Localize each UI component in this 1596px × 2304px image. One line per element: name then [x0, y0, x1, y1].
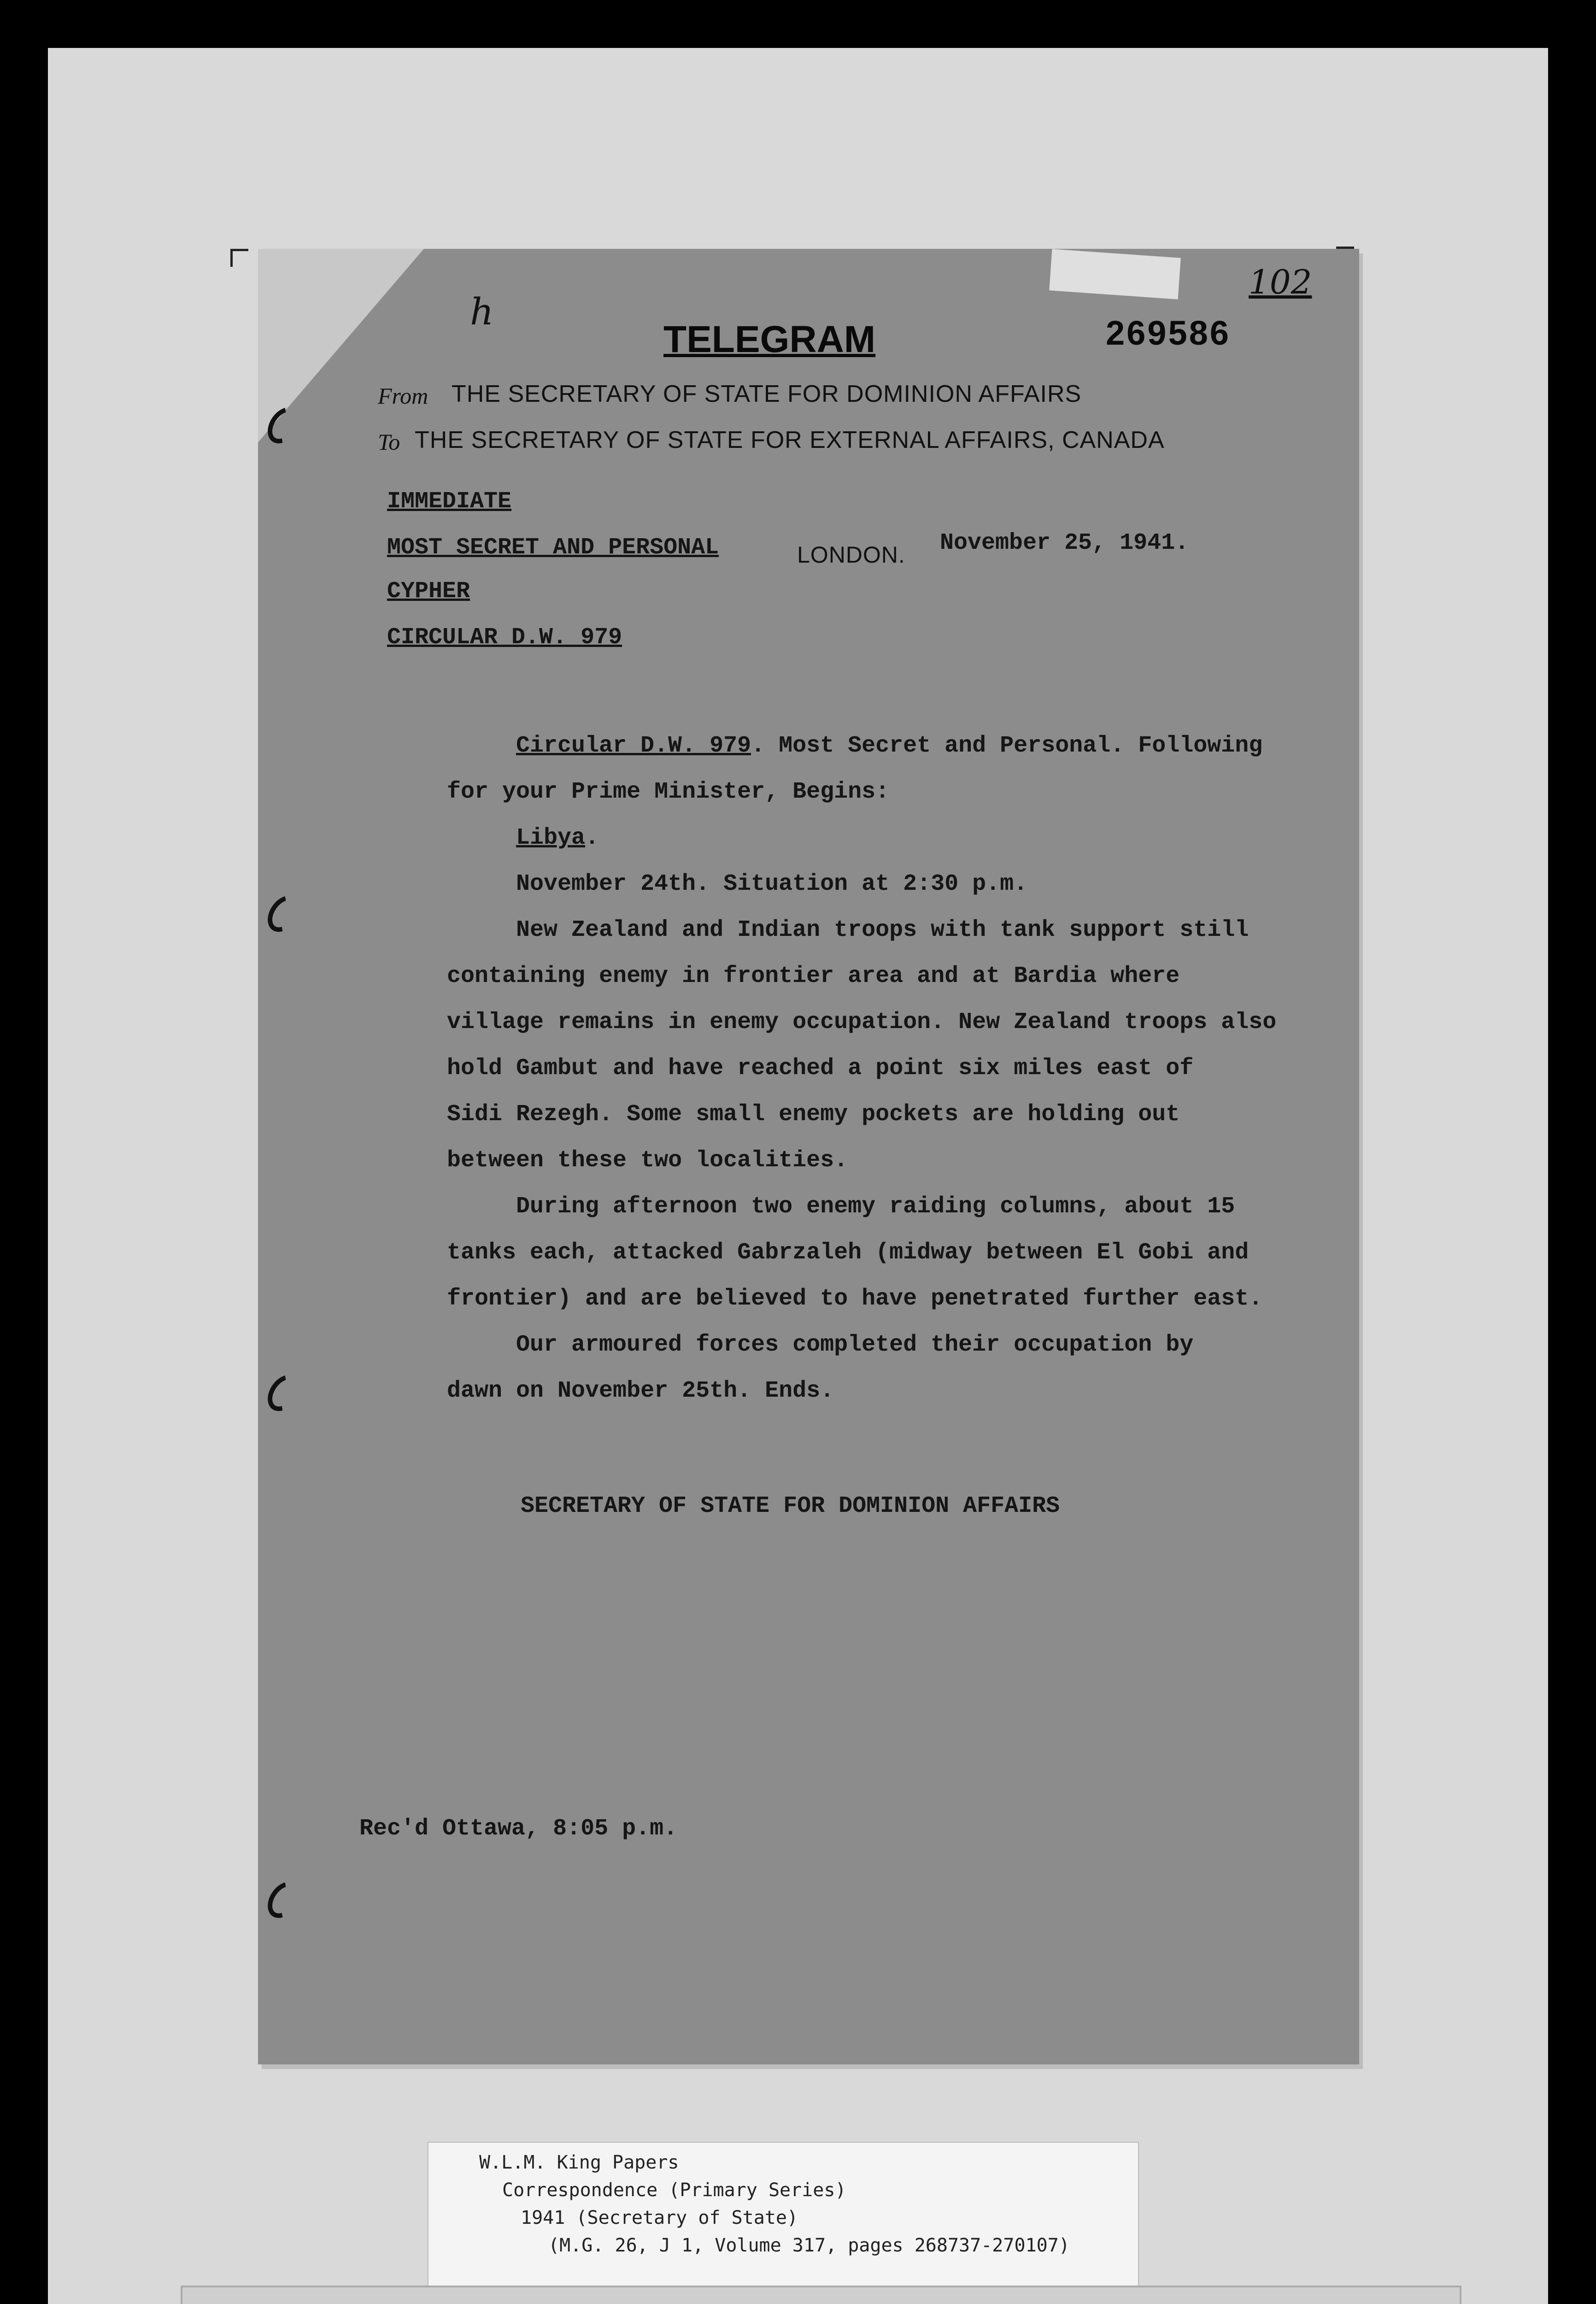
handwritten-page-number: 102: [1249, 263, 1312, 301]
telegram-number: 269586: [1106, 314, 1231, 352]
body-text: .: [585, 825, 599, 851]
body-line: dawn on November 25th. Ends.: [447, 1378, 834, 1404]
body-line: Sidi Rezegh. Some small enemy pockets are holding out: [447, 1101, 1180, 1128]
section-heading-libya: Libya: [516, 825, 586, 851]
received-stamp: Rec'd Ottawa, 8:05 p.m.: [359, 1816, 678, 1842]
body-line: frontier) and are believed to have penetrated further east.: [447, 1286, 1263, 1312]
handwritten-initial: h: [470, 290, 494, 333]
body-line: containing enemy in frontier area and at Bardia where: [447, 963, 1180, 989]
label-line-volume: (M.G. 26, J 1, Volume 317, pages 268737-270107): [548, 2235, 1070, 2256]
classification-immediate: IMMEDIATE: [387, 488, 512, 515]
punch-hole: [261, 1876, 306, 1924]
body-line: [516, 825, 599, 851]
archive-reference-label: [428, 2143, 1138, 2295]
body-line: [516, 733, 1262, 759]
label-line-series: Correspondence (Primary Series): [502, 2180, 846, 2201]
tape-strip: [1049, 249, 1181, 299]
body-line: village remains in enemy occupation. New Zealand troops also: [447, 1009, 1277, 1035]
signature: SECRETARY OF STATE FOR DOMINION AFFAIRS: [521, 1493, 1060, 1519]
from-label: From: [378, 383, 428, 409]
body-line: for your Prime Minister, Begins:: [447, 779, 890, 805]
to-label: To: [378, 429, 400, 455]
body-line: tanks each, attacked Gabrzaleh (midway between El Gobi and: [447, 1240, 1249, 1266]
telegram-title: TELEGRAM: [663, 318, 876, 360]
classification-cypher: CYPHER: [387, 578, 470, 605]
public-archives-banner: [181, 2286, 1461, 2304]
body-line: New Zealand and Indian troops with tank support still: [516, 917, 1249, 943]
punch-hole: [261, 890, 306, 938]
body-line: November 24th. Situation at 2:30 p.m.: [516, 871, 1028, 897]
body-line: During afternoon two enemy raiding columns, about 15: [516, 1193, 1235, 1220]
body-line: Our armoured forces completed their occupation by: [516, 1332, 1194, 1358]
place: LONDON.: [797, 542, 905, 568]
crop-mark-top-left: [230, 249, 248, 267]
classification-most-secret: MOST SECRET AND PERSONAL: [387, 535, 719, 561]
label-line-year: 1941 (Secretary of State): [521, 2207, 798, 2228]
body-line: between these two localities.: [447, 1147, 848, 1174]
to-value: THE SECRETARY OF STATE FOR EXTERNAL AFFAIRS, CANADA: [415, 427, 1165, 453]
from-value: THE SECRETARY OF STATE FOR DOMINION AFFAIRS: [452, 381, 1082, 407]
circular-reference: Circular D.W. 979: [516, 733, 751, 759]
body-line: hold Gambut and have reached a point six miles east of: [447, 1055, 1194, 1081]
classification-circular: CIRCULAR D.W. 979: [387, 624, 622, 651]
body-text: . Most Secret and Personal. Following: [751, 733, 1263, 759]
telegram-sheet: [258, 249, 1359, 2064]
punch-hole: [261, 1369, 306, 1417]
date: November 25, 1941.: [940, 530, 1189, 556]
label-line-collection: W.L.M. King Papers: [479, 2152, 679, 2173]
